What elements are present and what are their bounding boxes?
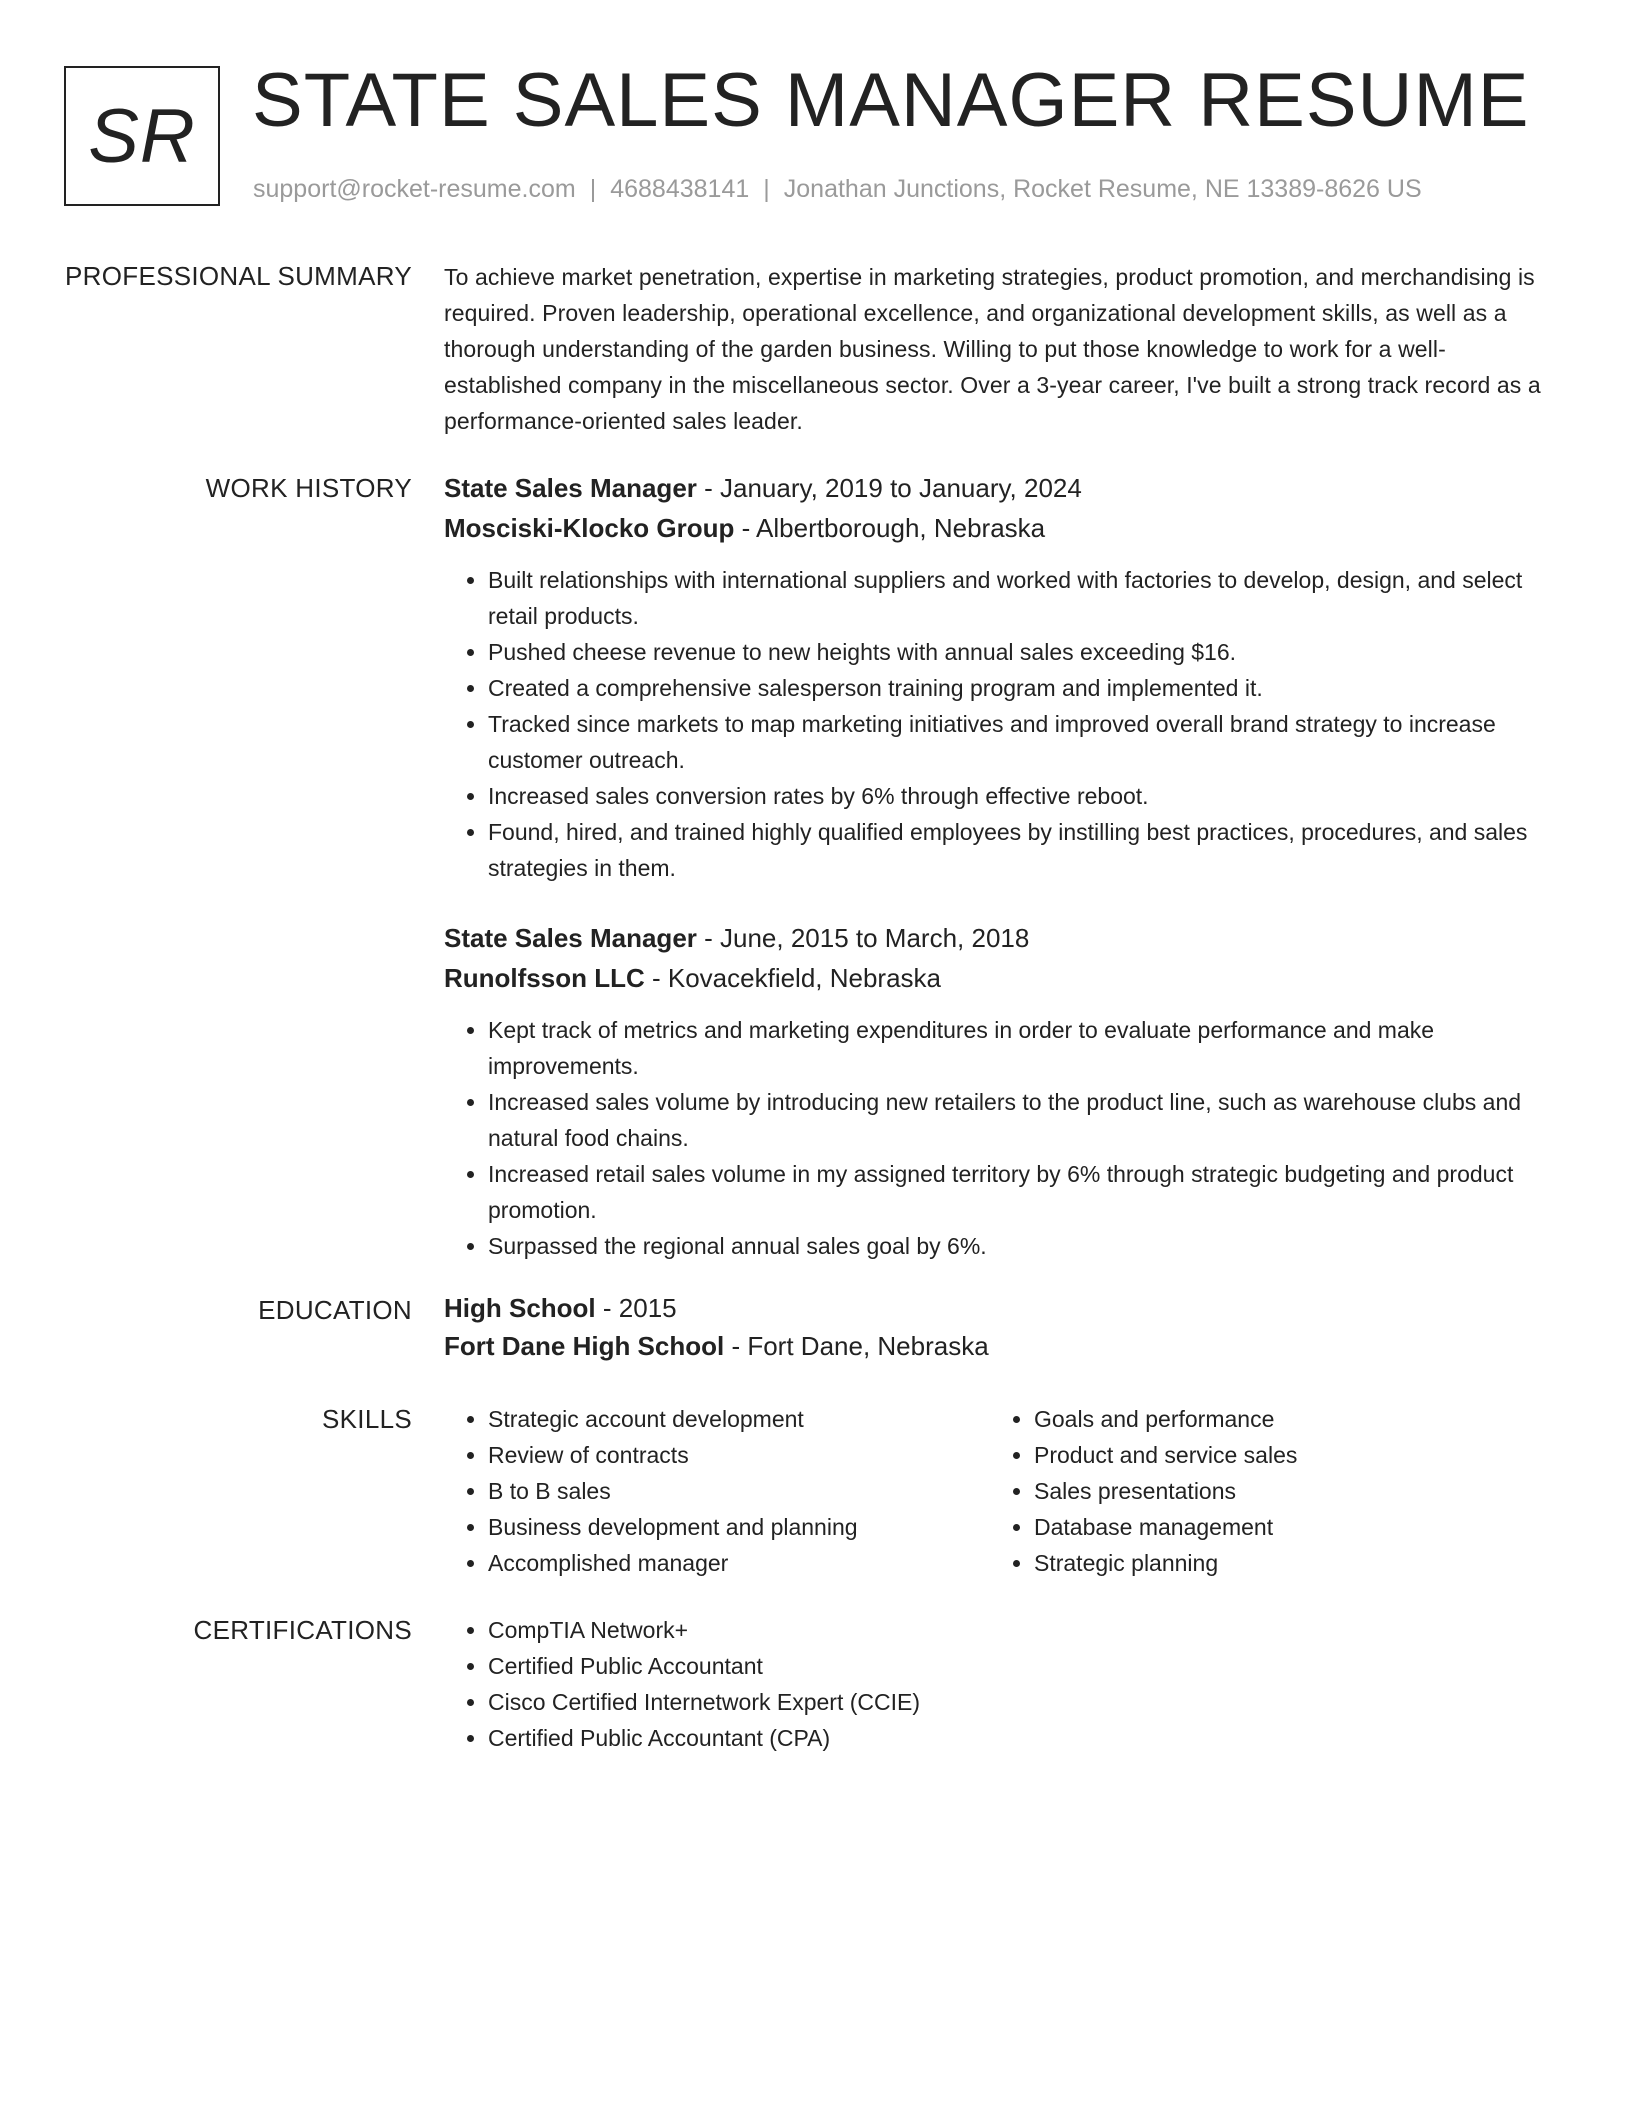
job-dates: - January, 2019 to January, 2024 (696, 473, 1082, 503)
education-location: - Fort Dane, Nebraska (724, 1331, 989, 1361)
job-title-line (444, 918, 1556, 958)
job-location: - Albertborough, Nebraska (734, 513, 1046, 543)
list-item: • Increased sales conversion rates by 6% through effective reboot. (488, 778, 1556, 814)
list-item: • Goals and performance (1034, 1401, 1536, 1437)
resume-title: STATE SALES MANAGER RESUME (252, 58, 1530, 143)
list-item: • Accomplished manager (488, 1545, 990, 1581)
contact-separator: | (589, 175, 597, 203)
job-entry (444, 468, 1556, 886)
monogram-initials: SR (88, 93, 196, 179)
section-heading-education: EDUCATION (258, 1295, 412, 1325)
list-item: • CompTIA Network+ (488, 1612, 1556, 1648)
job-title: State Sales Manager (444, 923, 697, 953)
list-item: • Strategic account development (488, 1401, 990, 1437)
list-item: • Database management (1034, 1509, 1536, 1545)
section-heading-certifications: CERTIFICATIONS (193, 1615, 412, 1645)
list-item: • Increased sales volume by introducing new retailers to the product line, such as warehouse clubs and natural food chains. (488, 1084, 1556, 1156)
contact-line (253, 172, 1422, 206)
job-list (444, 468, 1556, 1264)
education-degree-line (444, 1289, 1556, 1327)
section-heading-work-history: WORK HISTORY (205, 473, 412, 503)
list-item: • Pushed cheese revenue to new heights with annual sales exceeding $16. (488, 634, 1556, 670)
summary-text: To achieve market penetration, expertise in marketing strategies, product promotion, and merchandising is required. Proven leadership, operational excellence, and organizational development skills, as well as a thorough understanding of the garden business. Willing to put those knowledge to work for a well-established company in the miscellaneous sector. Over a 3-year career, I've built a strong track record as a performance-oriented sales leader. (444, 264, 1541, 434)
job-location: - Kovacekfield, Nebraska (644, 963, 942, 993)
job-company: Mosciski-Klocko Group (444, 513, 735, 543)
contact-phone[interactable]: 4688438141 (610, 175, 750, 203)
section-heading-summary: PROFESSIONAL SUMMARY (65, 261, 412, 291)
section-heading-skills: SKILLS (322, 1404, 412, 1434)
job-company-line (444, 958, 1556, 998)
list-item: • Found, hired, and trained highly qualified employees by instilling best practices, procedures, and sales strategies in them. (488, 814, 1556, 886)
job-company-line (444, 508, 1556, 548)
education-school-line (444, 1327, 1556, 1365)
list-item: • Strategic planning (1034, 1545, 1536, 1581)
list-item: • Increased retail sales volume in my assigned territory by 6% through strategic budgeting and product promotion. (488, 1156, 1556, 1228)
skills-list (990, 1401, 1536, 1581)
job-title-line (444, 468, 1556, 508)
list-item: • Cisco Certified Internetwork Expert (CCIE) (488, 1684, 1556, 1720)
list-item: • Surpassed the regional annual sales goal by 6%. (488, 1228, 1556, 1264)
list-item: • Kept track of metrics and marketing expenditures in order to evaluate performance and make improvements. (488, 1012, 1556, 1084)
contact-separator: | (763, 175, 770, 203)
list-item: • Built relationships with international suppliers and worked with factories to develop, design, and select retail products. (488, 562, 1556, 634)
job-title: State Sales Manager (444, 473, 697, 503)
list-item: • Tracked since markets to map marketing initiatives and improved overall brand strategy to increase customer outreach. (488, 706, 1556, 778)
list-item: • Business development and planning (488, 1509, 990, 1545)
list-item: • Certified Public Accountant (488, 1648, 1556, 1684)
job-entry (444, 918, 1556, 1264)
list-item: • Created a comprehensive salesperson training program and implemented it. (488, 670, 1556, 706)
contact-email[interactable]: support@rocket-resume.com (253, 175, 576, 203)
list-item: • Product and service sales (1034, 1437, 1536, 1473)
job-bullets (444, 562, 1556, 886)
education-year: - 2015 (595, 1293, 677, 1323)
contact-address: Jonathan Junctions, Rocket Resume, NE 13389-8626 US (783, 175, 1422, 203)
skills-list (444, 1401, 990, 1581)
list-item: • Sales presentations (1034, 1473, 1536, 1509)
job-bullets (444, 1012, 1556, 1264)
skills-grid (444, 1401, 1556, 1581)
list-item: • Review of contracts (488, 1437, 990, 1473)
education-school: Fort Dane High School (444, 1331, 725, 1361)
monogram-logo (64, 66, 220, 206)
list-item: • Certified Public Accountant (CPA) (488, 1720, 1556, 1756)
list-item: • B to B sales (488, 1473, 990, 1509)
skills-column-right (990, 1401, 1536, 1581)
job-dates: - June, 2015 to March, 2018 (696, 923, 1030, 953)
education-degree: High School (444, 1293, 596, 1323)
skills-column-left (444, 1401, 990, 1581)
job-company: Runolfsson LLC (444, 963, 645, 993)
certifications-list (444, 1612, 1556, 1756)
